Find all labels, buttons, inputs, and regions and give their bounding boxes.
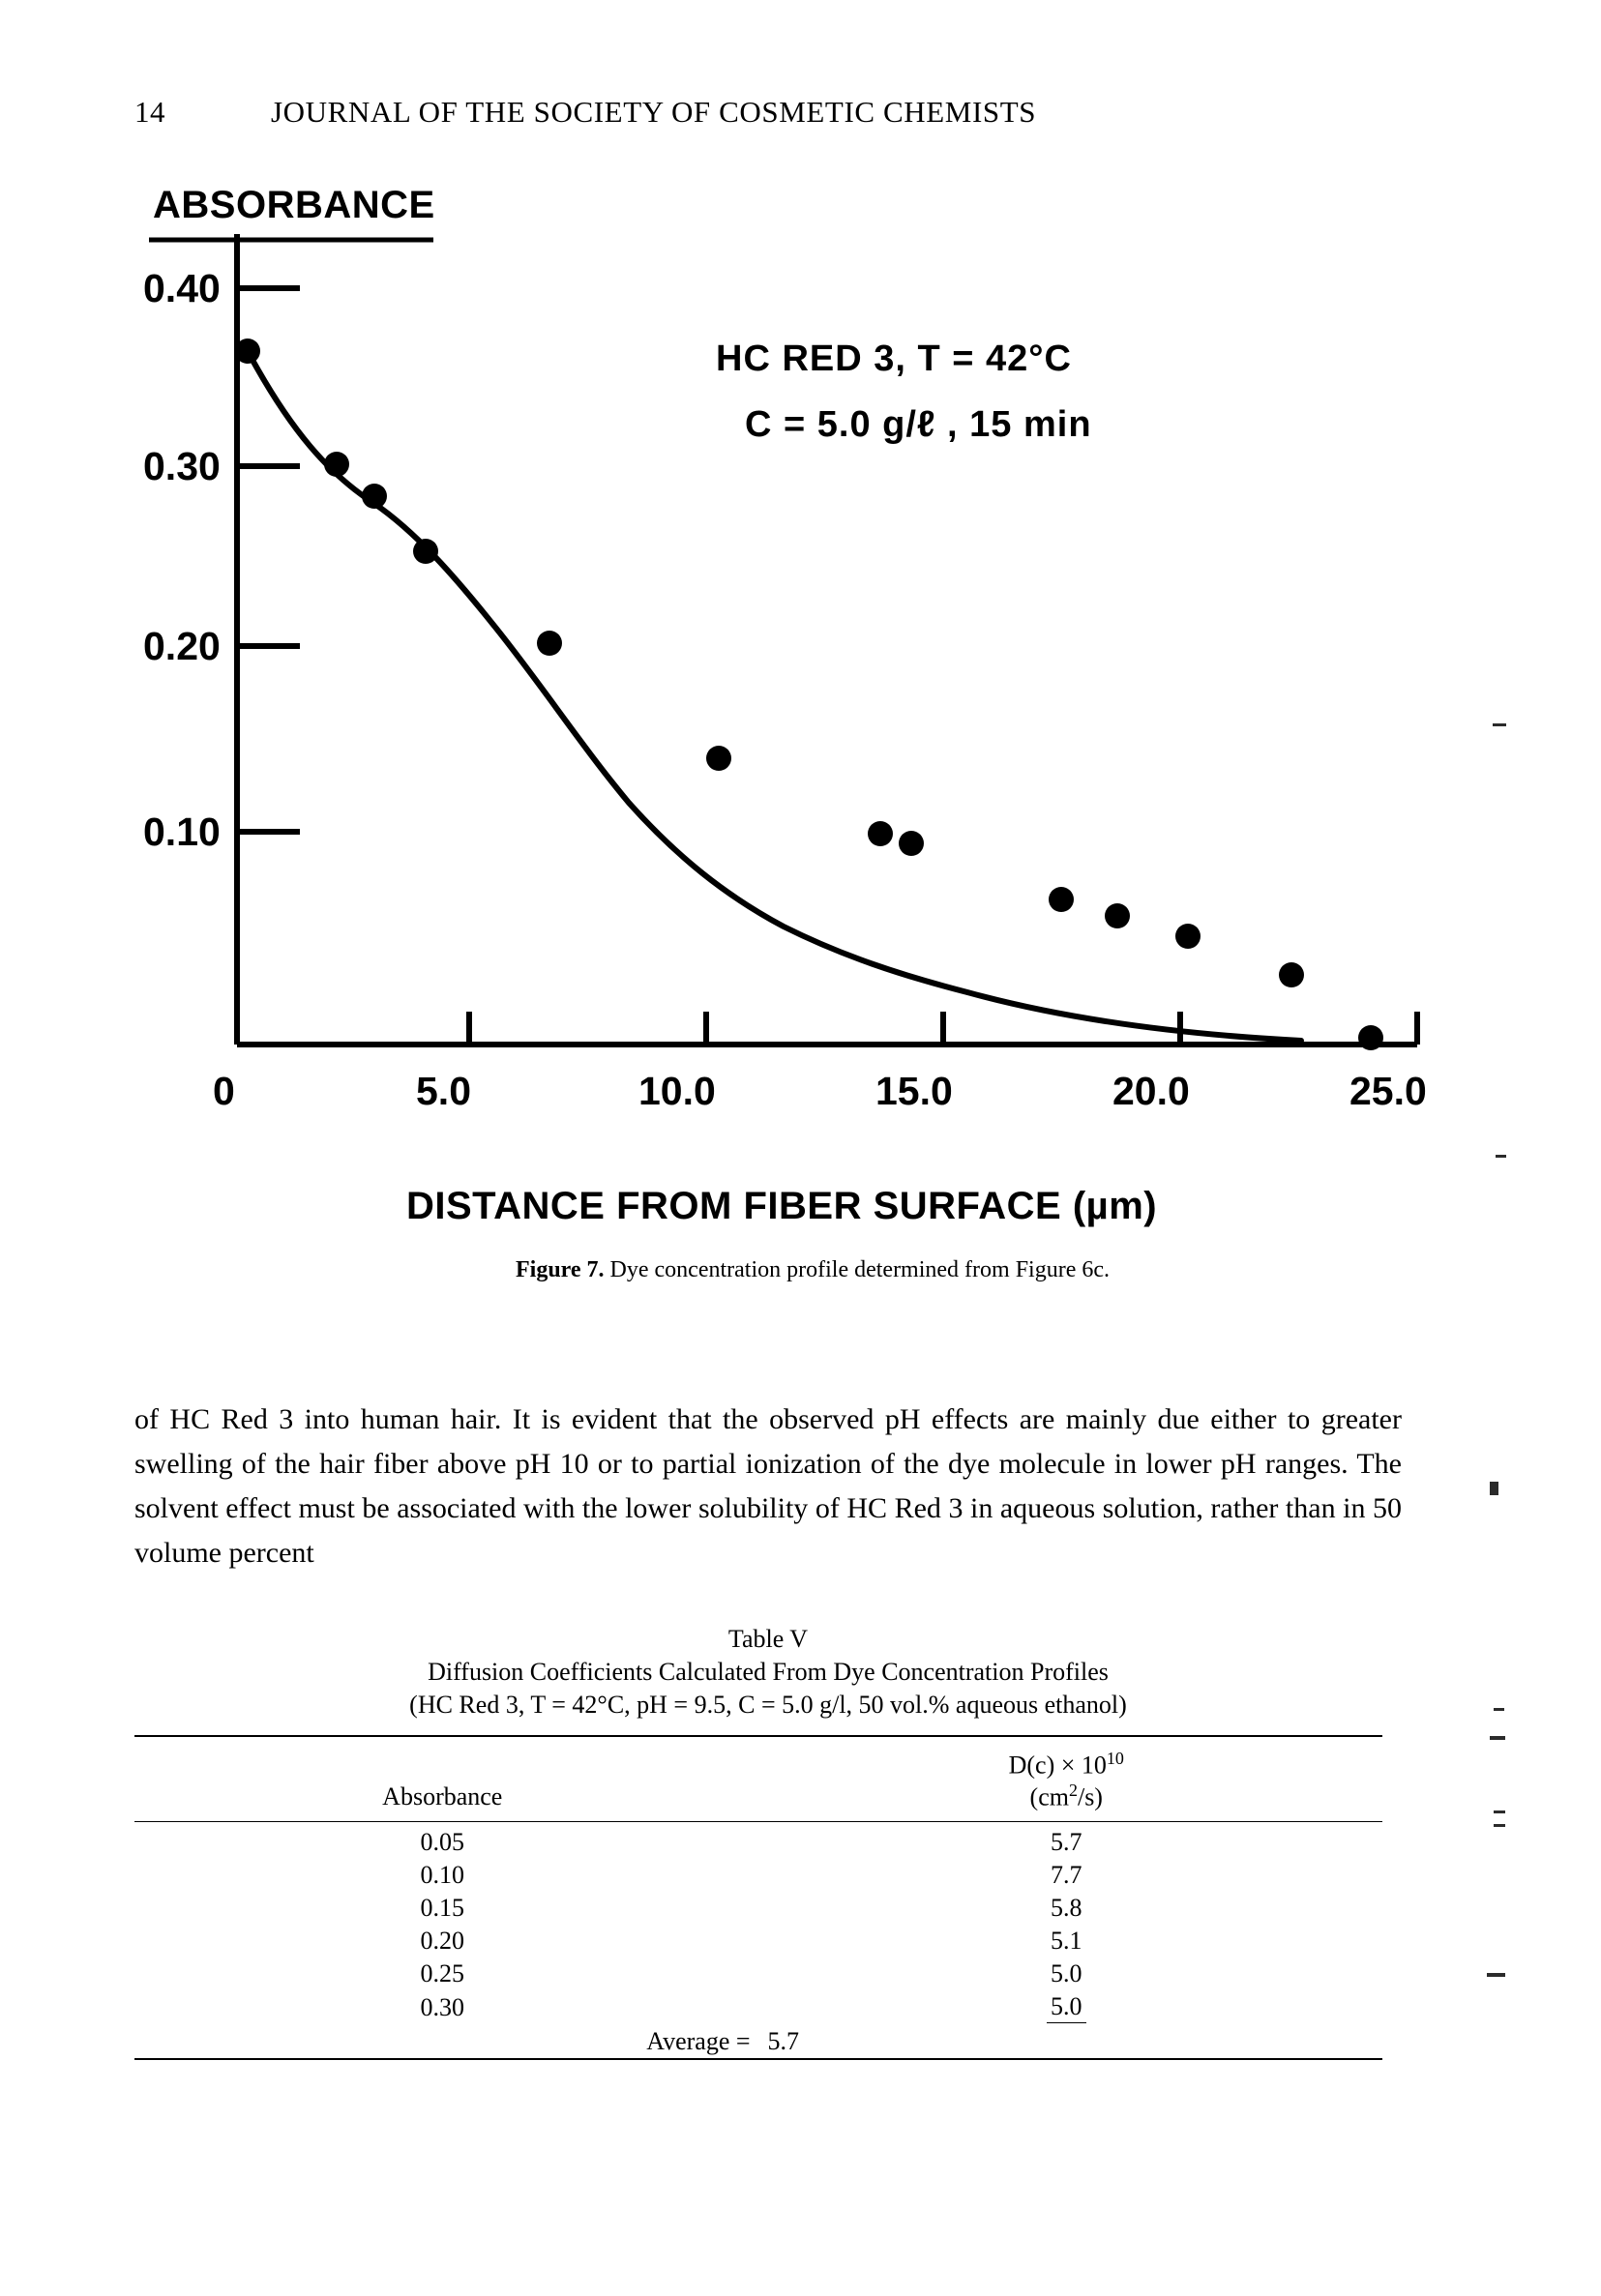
scan-artifact	[1496, 1155, 1506, 1158]
average-label: Average =	[646, 2027, 751, 2056]
figure-caption	[126, 1257, 1499, 1283]
cell-dc: 5.8	[1051, 1894, 1082, 1923]
plot-annotation-concentration: C = 5.0 g/ℓ , 15 min	[745, 404, 1092, 445]
svg-text:25.0: 25.0	[1349, 1069, 1427, 1113]
table-row	[134, 1925, 1382, 1957]
svg-text:10.0: 10.0	[638, 1069, 716, 1113]
cell-dc-value: 5.0	[1047, 1992, 1086, 2023]
svg-text:0.20: 0.20	[143, 624, 221, 668]
table-subtitle-line1: Diffusion Coefficients Calculated From Dye Concentration Profiles	[428, 1658, 1109, 1686]
cell-absorbance: 0.20	[420, 1927, 465, 1956]
svg-text:0.10: 0.10	[143, 809, 221, 854]
page-number: 14	[134, 95, 165, 129]
svg-text:5.0: 5.0	[416, 1069, 471, 1113]
column-header-absorbance: Absorbance	[382, 1782, 503, 1811]
svg-text:0: 0	[213, 1069, 235, 1113]
figure-caption-text: Dye concentration profile determined from Figure 6c.	[609, 1257, 1111, 1282]
column-header-diffusion-coefficient	[751, 1743, 1382, 1822]
figure-7	[126, 184, 1499, 1335]
dye-concentration-plot	[126, 184, 1499, 1180]
cell-absorbance: 0.15	[420, 1894, 465, 1923]
scan-artifact	[1493, 723, 1506, 726]
data-point	[324, 452, 349, 477]
cell-dc	[751, 1990, 1382, 2025]
data-point	[899, 831, 924, 856]
table-row	[134, 1826, 1382, 1859]
column-header-units-suffix: /s)	[1077, 1782, 1103, 1811]
data-point	[413, 539, 438, 564]
average-value-cell	[751, 2025, 1382, 2059]
y-axis-title: ABSORBANCE	[153, 184, 435, 226]
scan-artifact	[1494, 1810, 1505, 1813]
data-point	[1105, 903, 1130, 928]
cell-dc: 5.0	[1051, 1959, 1082, 1988]
column-header-units-exponent: 2	[1068, 1780, 1078, 1800]
average-value: 5.7	[767, 2027, 800, 2056]
scan-artifact	[1494, 1824, 1505, 1827]
scan-artifact	[1487, 1973, 1505, 1977]
table-v-block	[134, 1625, 1402, 2064]
svg-text:0.40: 0.40	[143, 266, 221, 310]
cell-absorbance: 0.05	[420, 1828, 465, 1857]
cell-absorbance: 0.30	[420, 1993, 465, 2022]
body-paragraph: of HC Red 3 into human hair. It is evident that the observed pH effects are mainly due either to greater swelling of the hair fiber above pH 10 or to partial ionization of the dye molecule in lower pH ranges. The solvent effect must be associated with the lower solubility of HC Red 3 in aqueous solution, rather than in 50 volume percent	[134, 1403, 1402, 1569]
column-header-dc-exponent: 10	[1106, 1749, 1124, 1768]
data-point	[537, 631, 562, 656]
data-point	[1049, 887, 1074, 912]
column-header-dc-line1: D(c) × 10	[1008, 1751, 1107, 1780]
cell-dc: 5.1	[1051, 1927, 1082, 1956]
data-point	[1175, 924, 1201, 949]
svg-text:0.30: 0.30	[143, 444, 221, 488]
cell-absorbance: 0.25	[420, 1959, 465, 1988]
data-point	[706, 746, 731, 771]
cell-dc: 5.7	[1051, 1828, 1082, 1857]
figure-caption-label: Figure 7.	[515, 1257, 605, 1282]
table-row	[134, 1957, 1382, 1990]
scan-artifact	[1494, 1708, 1504, 1711]
table-title: Table V	[727, 1625, 809, 1653]
plot-annotation-conditions: HC RED 3, T = 42°C	[716, 339, 1072, 379]
data-point	[1358, 1025, 1383, 1050]
table-average-row	[134, 2025, 1382, 2059]
data-point	[235, 339, 260, 364]
average-label-cell	[134, 2025, 751, 2059]
scan-artifact	[1490, 1736, 1505, 1740]
x-axis-title: DISTANCE FROM FIBER SURFACE (µm)	[406, 1185, 1158, 1227]
cell-dc: 7.7	[1051, 1861, 1082, 1890]
column-header-units-prefix: (cm	[1029, 1782, 1069, 1811]
scan-artifact	[1490, 1482, 1498, 1495]
data-point	[1279, 962, 1304, 987]
curve-hc-red-3	[248, 351, 1301, 1041]
data-point	[868, 821, 893, 846]
page-header	[0, 95, 1601, 133]
running-head: JOURNAL OF THE SOCIETY OF COSMETIC CHEMISTS	[271, 95, 1037, 129]
diffusion-coefficients-table	[134, 1735, 1382, 2064]
cell-absorbance: 0.10	[420, 1861, 465, 1890]
data-point	[362, 484, 387, 509]
table-row	[134, 1990, 1382, 2025]
table-subtitle-line2: (HC Red 3, T = 42°C, pH = 9.5, C = 5.0 g/l, 50 vol.% aqueous ethanol)	[409, 1691, 1127, 1719]
table-row	[134, 1892, 1382, 1925]
svg-text:20.0: 20.0	[1112, 1069, 1190, 1113]
svg-text:15.0: 15.0	[875, 1069, 953, 1113]
table-row	[134, 1859, 1382, 1892]
